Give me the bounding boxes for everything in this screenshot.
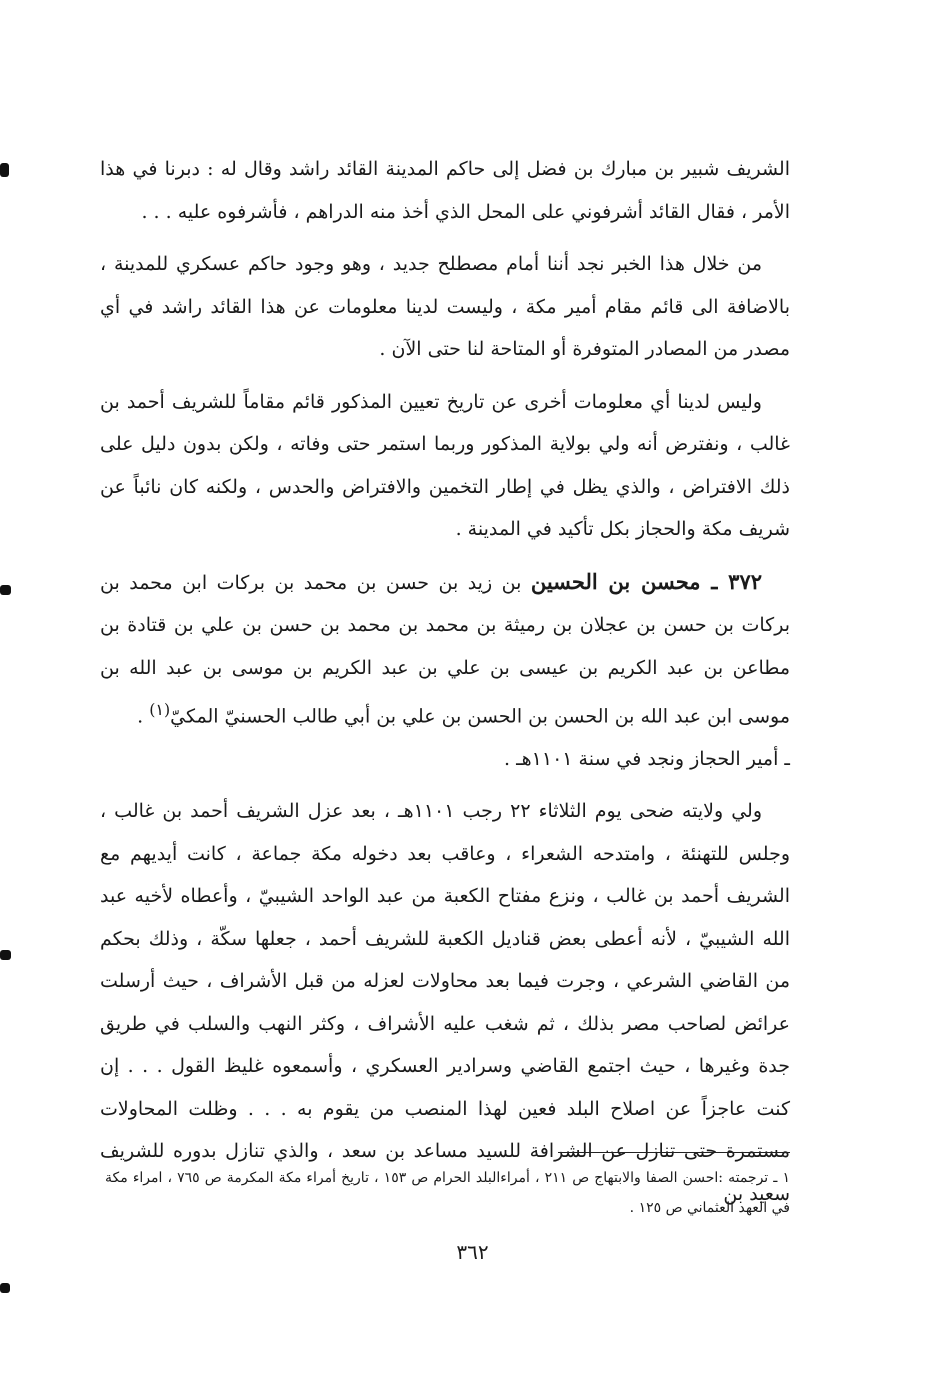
paragraph-2: من خلال هذا الخبر نجد أننا أمام مصطلح جديد ، وهو وجود حاكم عسكري للمدينة ، بالاضافة الى قائم مقام أمير مكة ، وليست لدينا معلومات عن هذا القائد راشد في أي مصدر من المصادر المتوفرة أو المتاحة لنا حتى الآن . [100, 253, 790, 360]
footnote-1: ١ ـ ترجمته :احسن الصفا والابتهاج ص ٢١١ ، أمراءالبلد الحرام ص ١٥٣ ، تاريخ أمراء مكة المكرمة ص ٧٦٥ ، امراء مكة في العهد العثماني ص ١٢٥ . [105, 1170, 791, 1216]
entry-reign-paragraph: ولي ولايته ضحى يوم الثلاثاء ٢٢ رجب ١١٠١هـ ، بعد عزل الشريف أحمد بن غالب ، وجلس للتهنئة ، وامتدحه الشعراء ، وعاقب بعد دخوله مكة جماعة ، كانت أيديهم مع الشريف أحمد بن غالب ، ونزع مفتاح الكعبة من عبد الواحد الشيبيّ ، وأعطاه لأخيه عبد الله الشيبيّ ، لأنه أعطى بعض قناديل الكعبة للشريف أحمد ، جعلها سكّة ، وذلك بحكم من القاضي الشرعي ، وجرت فيما بعد محاولات لعزله من قبل الأشراف ، حيث أرسلت عرائض لصاحب مصر بذلك ، ثم شغب عليه الأشراف ، وكثر النهب والسلب في طريق جدة وغيرها ، حيث اجتمع القاضي وسرادير العسكري ، وأسمعوه غليظ القول . . . إن كنت عاجزاً عن اصلاح البلد فعين لهذا المنصب من يقوم به . . . وظلت المحاولات مستمرة حتى تنازل عن الشرافة للسيد مساعد بن سعد ، والذي تنازل بدوره للشريف سعيد بن [100, 800, 791, 1205]
scan-margin-mark [0, 1283, 10, 1293]
main-text [100, 148, 790, 1215]
page-number: ٣٦٢ [456, 1240, 489, 1264]
paragraph-3: وليس لدينا أي معلومات أخرى عن تاريخ تعيين المذكور قائم مقاماً للشريف أحمد بن غالب ، ونفترض أنه ولي بولاية المذكور وربما استمر حتى وفاته ، ولكن بدون دليل على ذلك الافتراض ، والذي يظل في إطار التخمين والافتراض والحدس ، ولكنه كان نائباً عن شريف مكة والحجاز بكل تأكيد في المدينة . [100, 390, 790, 540]
entry-lineage-end: . [137, 705, 150, 728]
footnotes [105, 1163, 790, 1223]
paragraph-1: الشريف شبير بن مبارك بن فضل إلى حاكم المدينة القائد راشد وقال له : دبرنا في هذا الأمر ، فقال القائد أشرفوني على المحل الذي أخذ منه الدراهم ، فأشرفوه عليه . . . [100, 158, 790, 223]
scan-margin-mark [0, 585, 11, 595]
entry-heading: ٣٧٢ ـ محسن بن الحسين [530, 568, 763, 594]
entry-lineage: بن زيد بن حسن بن محمد بن بركات ابن محمد بن بركات بن حسن بن عجلان بن رميثة بن محمد بن محمد بن حسن بن علي بن قتادة بن مطاعن بن عبد الكريم بن عيسى بن علي بن عبد الكريم بن موسى بن عبد الله بن موسى ابن عبد الله بن الحسن بن الحسن بن علي بن أبي طالب الحسنيّ المكيّ [100, 571, 790, 728]
biography-entry [100, 561, 790, 738]
entry-title-line: ـ أمير الحجاز ونجد في سنة ١١٠١هـ . [504, 747, 790, 770]
scan-margin-mark [0, 163, 9, 177]
footnote-divider [558, 1152, 790, 1153]
footnote-reference: (١) [149, 700, 171, 719]
scan-margin-mark [0, 950, 11, 960]
